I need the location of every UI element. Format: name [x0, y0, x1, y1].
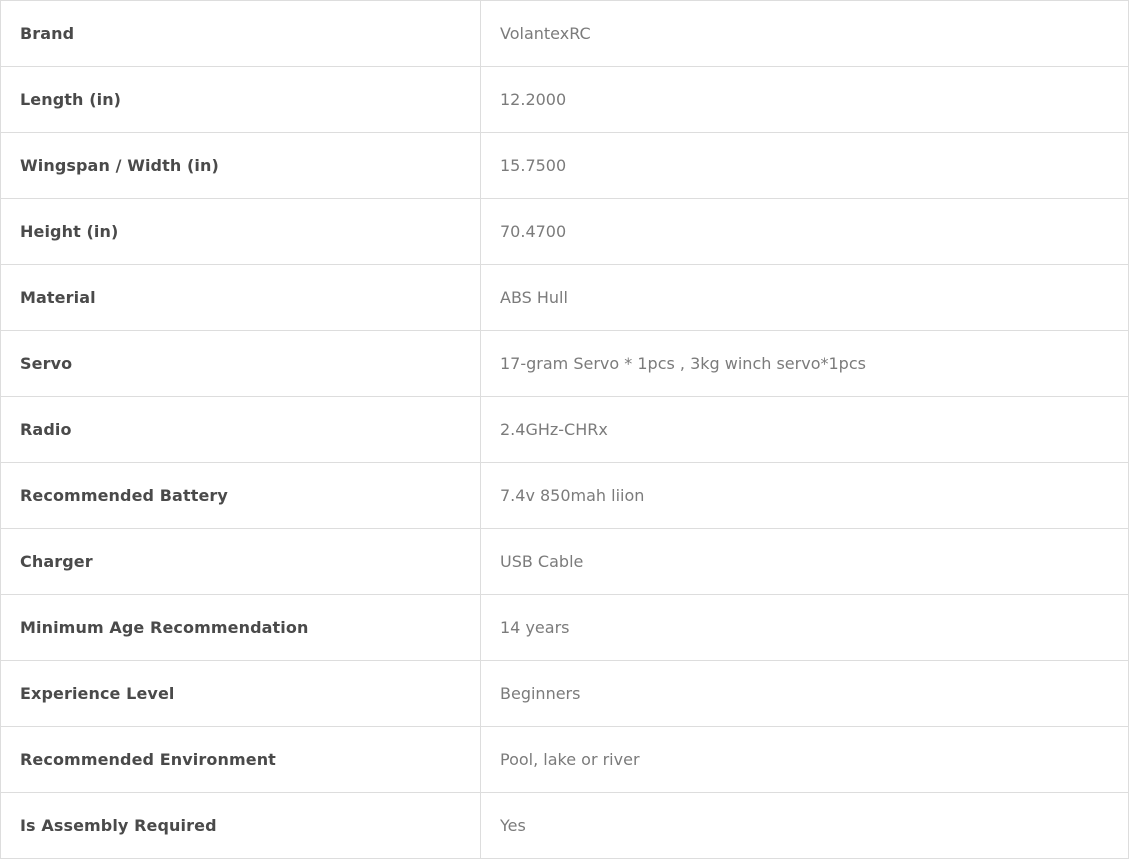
table-row	[1, 529, 1129, 595]
table-row	[1, 793, 1129, 859]
spec-label: Height (in)	[1, 199, 481, 265]
spec-label: Is Assembly Required	[1, 793, 481, 859]
table-row	[1, 331, 1129, 397]
specifications-body	[1, 1, 1129, 859]
spec-label: Brand	[1, 1, 481, 67]
table-row	[1, 727, 1129, 793]
spec-label: Minimum Age Recommendation	[1, 595, 481, 661]
table-row	[1, 67, 1129, 133]
spec-value: 17-gram Servo * 1pcs , 3kg winch servo*1pcs	[481, 331, 1129, 397]
spec-value: 70.4700	[481, 199, 1129, 265]
spec-value: ABS Hull	[481, 265, 1129, 331]
spec-label: Recommended Battery	[1, 463, 481, 529]
spec-label: Length (in)	[1, 67, 481, 133]
table-row	[1, 595, 1129, 661]
spec-value: 7.4v 850mah liion	[481, 463, 1129, 529]
table-row	[1, 199, 1129, 265]
table-row	[1, 463, 1129, 529]
spec-label: Servo	[1, 331, 481, 397]
spec-label: Radio	[1, 397, 481, 463]
spec-value: Beginners	[481, 661, 1129, 727]
table-row	[1, 397, 1129, 463]
table-row	[1, 661, 1129, 727]
spec-value: Yes	[481, 793, 1129, 859]
table-row	[1, 1, 1129, 67]
spec-value: Pool, lake or river	[481, 727, 1129, 793]
spec-label: Experience Level	[1, 661, 481, 727]
spec-label: Charger	[1, 529, 481, 595]
table-row	[1, 133, 1129, 199]
spec-label: Recommended Environment	[1, 727, 481, 793]
spec-label: Wingspan / Width (in)	[1, 133, 481, 199]
spec-value: 15.7500	[481, 133, 1129, 199]
spec-value: VolantexRC	[481, 1, 1129, 67]
spec-value: 12.2000	[481, 67, 1129, 133]
spec-label: Material	[1, 265, 481, 331]
spec-value: 2.4GHz-CHRx	[481, 397, 1129, 463]
table-row	[1, 265, 1129, 331]
spec-value: 14 years	[481, 595, 1129, 661]
spec-value: USB Cable	[481, 529, 1129, 595]
